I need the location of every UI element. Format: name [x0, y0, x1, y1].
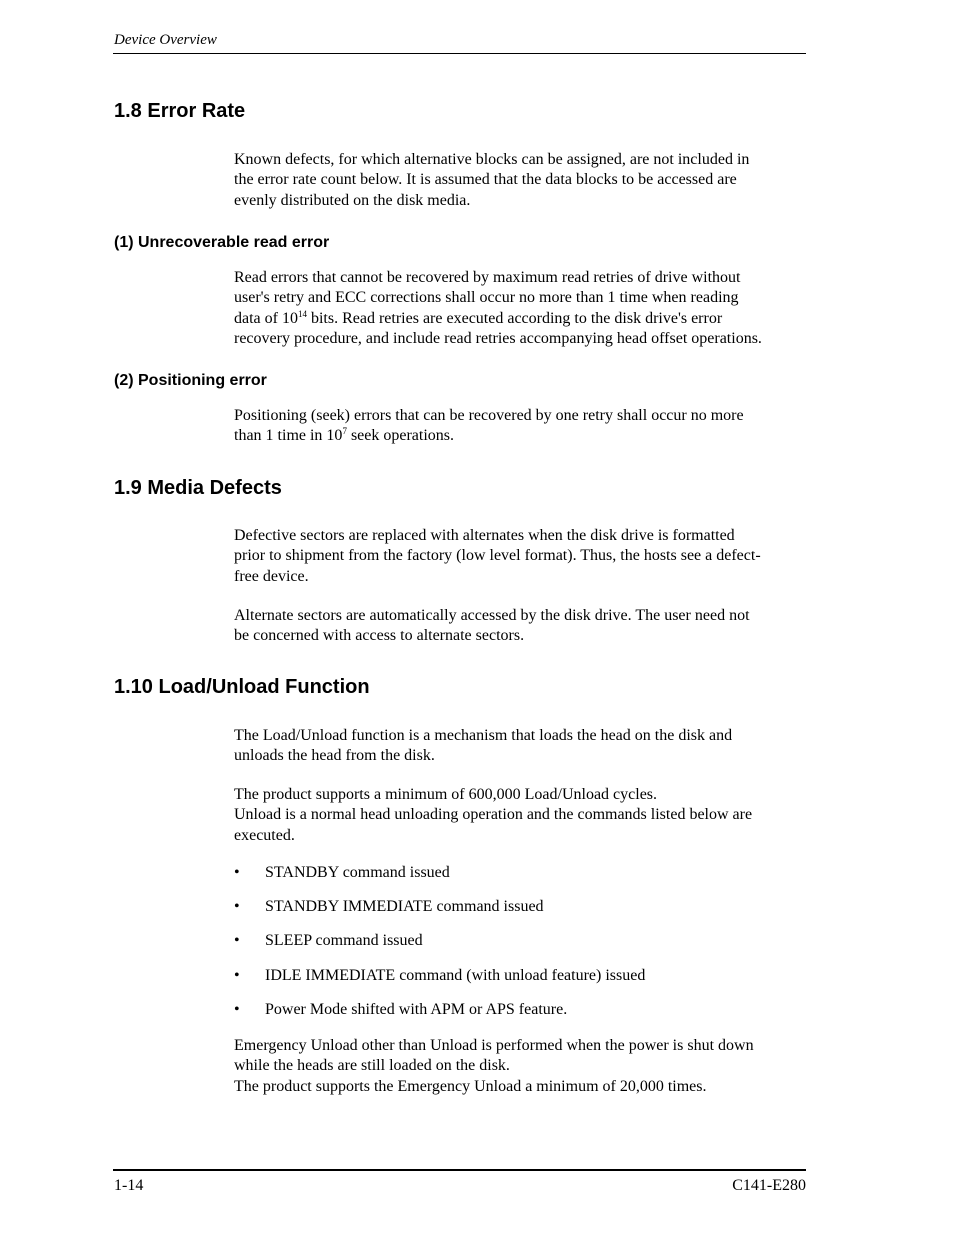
document-code: C141-E280: [732, 1177, 806, 1194]
text-line: while the heads are still loaded on the disk.: [234, 1057, 510, 1075]
load-unload-para-2: [234, 785, 809, 846]
bullet-text: Power Mode shifted with APM or APS feature.: [265, 1001, 568, 1018]
bullet-icon: •: [234, 1001, 240, 1018]
text-line: the error rate count below. It is assumed that the data blocks to be accessed are: [234, 171, 737, 189]
text-fragment: than 1 time in 10: [234, 427, 343, 445]
subheading-unrecoverable-read-error: (1) Unrecoverable read error: [114, 234, 330, 251]
text-line: [234, 426, 809, 446]
bullet-text: STANDBY IMMEDIATE command issued: [265, 898, 544, 915]
exponent: 7: [342, 426, 347, 437]
positioning-error-text: [234, 406, 809, 447]
text-line: Alternate sectors are automatically accessed by the disk drive. The user need not: [234, 607, 750, 624]
text-line: recovery procedure, and include read retries accompanying head offset operations.: [234, 329, 762, 347]
section-heading-media-defects: 1.9 Media Defects: [114, 477, 282, 499]
text-line: Read errors that cannot be recovered by maximum read retries of drive without: [234, 269, 741, 286]
unrecoverable-read-error-text: [234, 268, 809, 349]
bullet-icon: •: [234, 864, 240, 881]
bullet-icon: •: [234, 898, 240, 915]
text-line: unloads the head from the disk.: [234, 747, 435, 765]
text-line: Defective sectors are replaced with alternates when the disk drive is formatted: [234, 527, 735, 544]
text-fragment: seek operations.: [346, 427, 455, 445]
bullet-icon: •: [234, 967, 240, 984]
text-line: Positioning (seek) errors that can be recovered by one retry shall occur no more: [234, 407, 744, 424]
media-defects-para-1: [234, 526, 809, 587]
error-rate-intro: [234, 150, 809, 211]
subheading-positioning-error: (2) Positioning error: [114, 372, 267, 389]
bullet-text: SLEEP command issued: [265, 932, 423, 949]
page-number: 1-14: [114, 1177, 144, 1194]
text-line: executed.: [234, 826, 295, 844]
text-line: free device.: [234, 567, 309, 585]
text-fragment: bits. Read retries are executed according to the disk drive's error: [306, 309, 723, 327]
text-line: The Load/Unload function is a mechanism that loads the head on the disk and: [234, 727, 733, 744]
header-rule: [113, 53, 806, 54]
section-heading-error-rate: 1.8 Error Rate: [114, 100, 246, 122]
exponent: 14: [297, 308, 307, 319]
text-fragment: data of 10: [234, 309, 298, 327]
text-line: user's retry and ECC corrections shall occur no more than 1 time when reading: [234, 289, 739, 307]
bullet-text: STANDBY command issued: [265, 864, 450, 881]
text-line: prior to shipment from the factory (low level format). Thus, the hosts see a defect-: [234, 547, 761, 565]
text-line: evenly distributed on the disk media.: [234, 191, 471, 209]
running-header: Device Overview: [114, 32, 217, 48]
text-line: Known defects, for which alternative blocks can be assigned, are not included in: [234, 151, 750, 168]
load-unload-para-1: [234, 726, 809, 767]
text-line: be concerned with access to alternate sectors.: [234, 627, 525, 645]
section-heading-load-unload: 1.10 Load/Unload Function: [114, 676, 370, 698]
text-line: The product supports the Emergency Unload a minimum of 20,000 times.: [234, 1077, 707, 1095]
load-unload-para-3: [234, 1036, 809, 1097]
footer-rule: [113, 1169, 806, 1171]
media-defects-para-2: [234, 606, 809, 647]
bullet-icon: •: [234, 932, 240, 949]
text-line: Emergency Unload other than Unload is performed when the power is shut down: [234, 1037, 754, 1054]
bullet-text: IDLE IMMEDIATE command (with unload feature) issued: [265, 967, 646, 984]
text-line: Unload is a normal head unloading operation and the commands listed below are: [234, 806, 753, 824]
text-line: The product supports a minimum of 600,000 Load/Unload cycles.: [234, 786, 658, 803]
text-line: [234, 309, 809, 329]
